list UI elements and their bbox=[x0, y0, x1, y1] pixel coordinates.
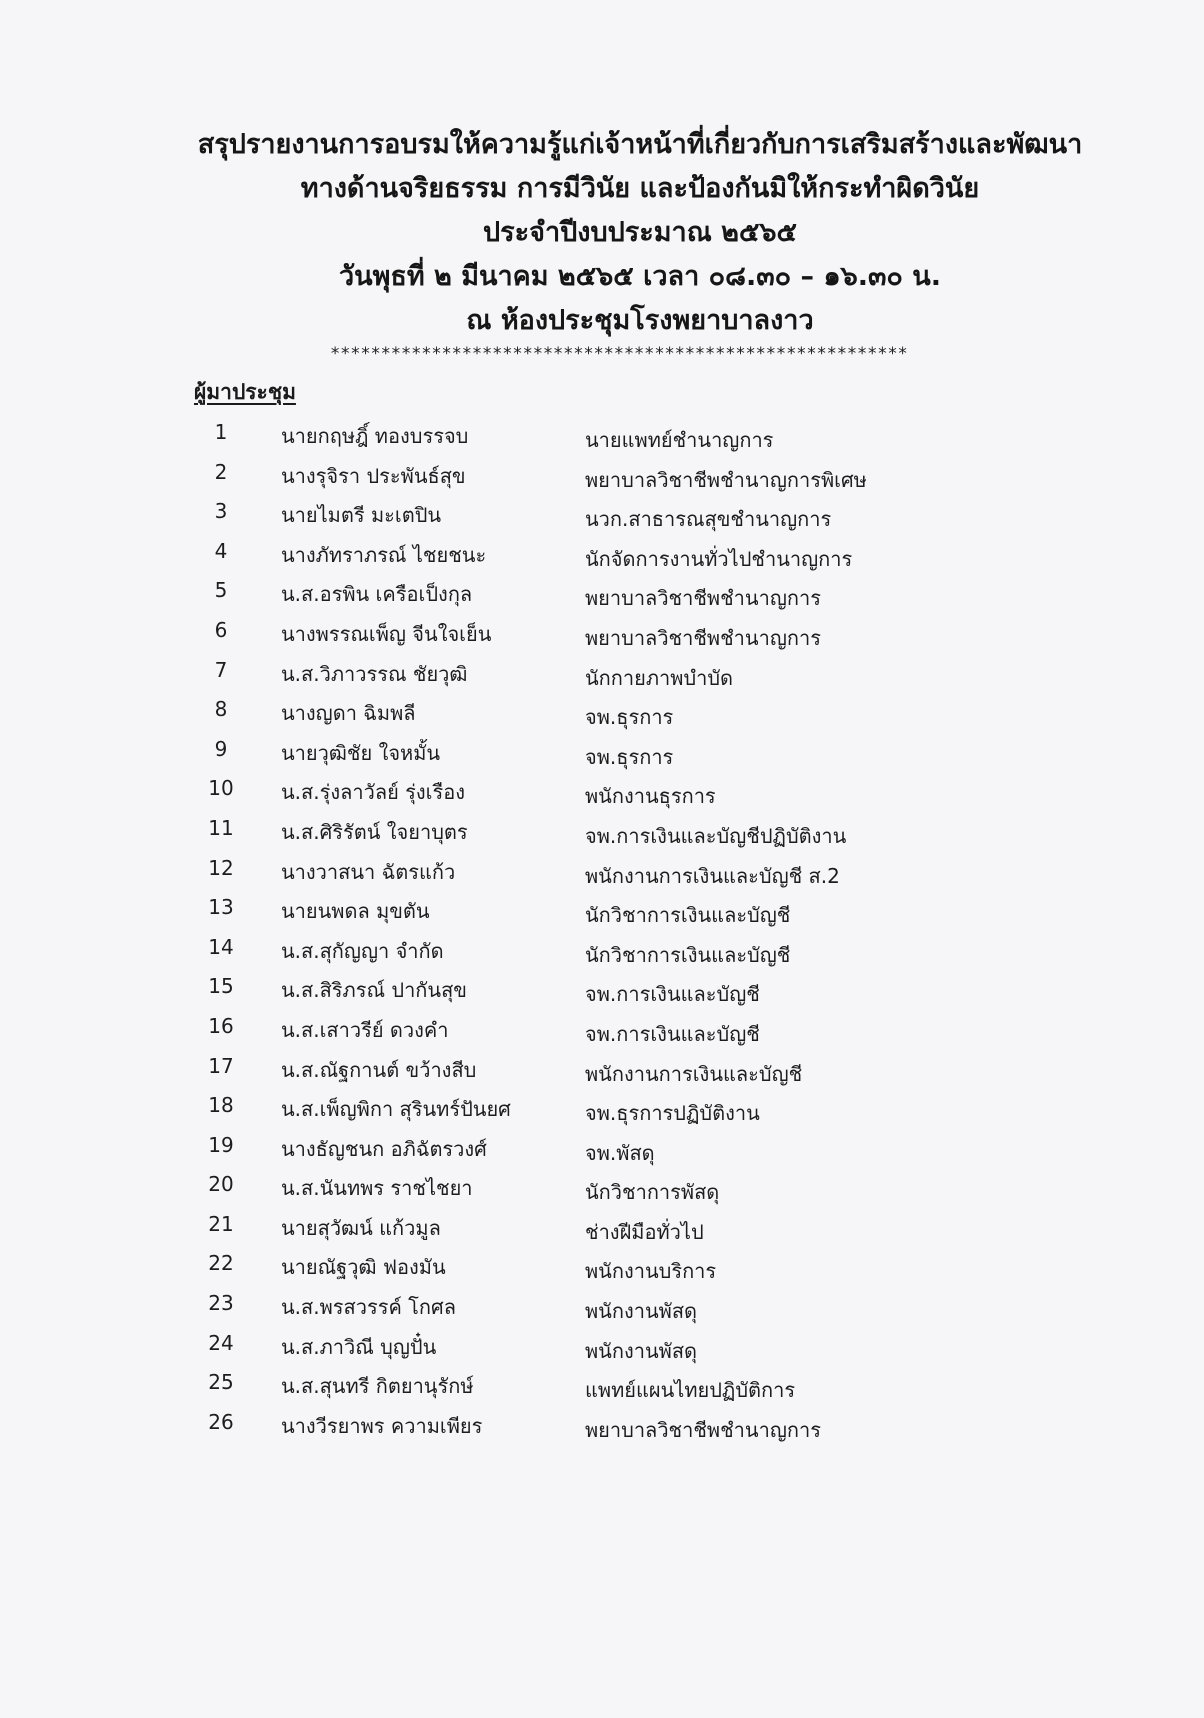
attendee-row bbox=[0, 1364, 1204, 1404]
attendee-name: นายนพดล มุขตัน bbox=[281, 899, 430, 924]
attendee-number: 1 bbox=[214, 420, 228, 444]
document-date-time: วันพุธที่ ๒ มีนาคม ๒๕๖๕ เวลา ๐๘.๓๐ – ๑๖.๓๐ น. bbox=[338, 261, 942, 292]
attendee-row bbox=[0, 968, 1204, 1008]
attendee-name: นางธัญชนก อภิฉัตรวงศ์ bbox=[281, 1136, 487, 1161]
attendee-row bbox=[0, 652, 1204, 692]
attendee-row bbox=[0, 414, 1204, 454]
attendee-row bbox=[0, 533, 1204, 573]
attendee-position: จพ.พัสดุ bbox=[585, 1140, 655, 1165]
attendee-number: 16 bbox=[208, 1013, 234, 1038]
attendee-number: 26 bbox=[208, 1409, 234, 1434]
attendee-position: นักวิชาการเงินและบัญชี bbox=[585, 903, 791, 928]
document-title-line-1: สรุปรายงานการอบรมให้ความรู้แก่เจ้าหน้าที่เกี่ยวกับการเสริมสร้างและพัฒนา bbox=[197, 129, 1083, 160]
attendee-name: น.ส.พรสวรรค์ โกศล bbox=[281, 1295, 456, 1320]
attendee-number: 17 bbox=[208, 1053, 234, 1078]
attendee-row bbox=[0, 572, 1204, 612]
attendee-number: 5 bbox=[214, 578, 228, 603]
attendee-row bbox=[0, 612, 1204, 652]
attendee-number: 3 bbox=[214, 499, 228, 524]
attendee-position: ช่างฝีมือทั่วไป bbox=[585, 1219, 704, 1244]
attendee-row bbox=[0, 1127, 1204, 1167]
attendee-name: น.ส.วิภาวรรณ ชัยวุฒิ bbox=[281, 661, 468, 686]
attendee-row bbox=[0, 889, 1204, 929]
attendee-row bbox=[0, 850, 1204, 890]
attendee-number: 20 bbox=[208, 1172, 234, 1197]
attendee-position: นักกายภาพบำบัด bbox=[585, 665, 734, 690]
attendee-name: นางรุจิรา ประพันธ์สุข bbox=[281, 463, 466, 488]
attendee-number: 6 bbox=[214, 617, 228, 642]
attendee-number: 9 bbox=[214, 736, 228, 761]
attendee-position: พนักงานธุรการ bbox=[585, 784, 716, 809]
attendee-name: นางพรรณเพ็ญ จีนใจเย็น bbox=[281, 621, 492, 646]
attendee-row bbox=[0, 929, 1204, 969]
attendee-position: พยาบาลวิชาชีพชำนาญการพิเศษ bbox=[585, 467, 867, 492]
attendee-row bbox=[0, 1325, 1204, 1365]
attendee-name: น.ส.สิริภรณ์ ปากันสุข bbox=[281, 978, 467, 1003]
attendee-name: นางวีรยาพร ความเพียร bbox=[281, 1413, 483, 1438]
attendee-row bbox=[0, 1166, 1204, 1206]
attendee-position: พนักงานการเงินและบัญชี ส.2 bbox=[585, 863, 840, 888]
attendee-position: จพ.ธุรการ bbox=[585, 705, 674, 730]
attendee-name: น.ส.นันทพร ราชไชยา bbox=[281, 1176, 473, 1201]
attendee-number: 25 bbox=[208, 1370, 234, 1395]
attendee-number: 19 bbox=[208, 1132, 234, 1157]
attendee-row bbox=[0, 770, 1204, 810]
attendee-row bbox=[0, 1285, 1204, 1325]
attendee-number: 21 bbox=[208, 1211, 234, 1236]
attendee-name: นายสุวัฒน์ แก้วมูล bbox=[281, 1215, 441, 1240]
attendee-name: นางภัทราภรณ์ ไชยชนะ bbox=[281, 542, 487, 567]
attendee-position: จพ.การเงินและบัญชี bbox=[585, 1021, 760, 1046]
attendee-name: นายไมตรี มะเตปิน bbox=[281, 503, 442, 528]
attendee-position: พนักงานบริการ bbox=[585, 1259, 717, 1284]
attendees-section-label: ผู้มาประชุม bbox=[194, 380, 296, 404]
attendee-position: พยาบาลวิชาชีพชำนาญการ bbox=[585, 1417, 821, 1442]
attendee-position: แพทย์แผนไทยปฏิบัติการ bbox=[585, 1378, 796, 1403]
attendee-number: 18 bbox=[208, 1093, 234, 1118]
attendee-row bbox=[0, 1404, 1204, 1444]
attendee-position: จพ.ธุรการ bbox=[585, 744, 674, 769]
attendee-number: 2 bbox=[214, 459, 228, 484]
attendee-position: พยาบาลวิชาชีพชำนาญการ bbox=[585, 586, 821, 611]
attendee-row bbox=[0, 1008, 1204, 1048]
asterisk-separator: ********************************************************* bbox=[330, 344, 908, 364]
attendee-name: น.ส.เพ็ญพิกา สุรินทร์ปันยศ bbox=[281, 1097, 511, 1122]
attendee-name: นายกฤษฎิ์ ทองบรรจบ bbox=[281, 424, 469, 448]
attendee-row bbox=[0, 810, 1204, 850]
attendee-number: 8 bbox=[214, 697, 228, 722]
attendee-number: 14 bbox=[208, 934, 234, 959]
attendee-number: 15 bbox=[208, 974, 234, 999]
attendee-position: พนักงานพัสดุ bbox=[585, 1338, 698, 1363]
attendee-position: จพ.การเงินและบัญชี bbox=[585, 982, 760, 1007]
attendee-number: 4 bbox=[214, 538, 228, 563]
attendee-row bbox=[0, 1087, 1204, 1127]
attendee-name: น.ส.รุ่งลาวัลย์ รุ่งเรือง bbox=[281, 780, 466, 805]
attendee-name: น.ส.อรพิน เครือเป็งกุล bbox=[281, 582, 473, 607]
document-venue: ณ ห้องประชุมโรงพยาบาลงาว bbox=[466, 305, 814, 336]
attendee-row bbox=[0, 731, 1204, 771]
attendee-position: นักวิชาการเงินและบัญชี bbox=[585, 942, 791, 967]
attendee-name: นางวาสนา ฉัตรแก้ว bbox=[281, 859, 456, 884]
attendee-number: 10 bbox=[208, 776, 234, 801]
attendee-position: จพ.การเงินและบัญชีปฏิบัติงาน bbox=[585, 823, 847, 848]
attendee-name: น.ส.ภาวิณี บุญปั๋น bbox=[281, 1334, 437, 1359]
attendee-position: นายแพทย์ชำนาญการ bbox=[585, 428, 774, 452]
attendee-position: นวก.สาธารณสุขชำนาญการ bbox=[585, 507, 832, 532]
document-title-line-2: ทางด้านจริยธรรม การมีวินัย และป้องกันมิให้กระทำผิดวินัย bbox=[300, 173, 980, 204]
attendee-number: 22 bbox=[208, 1251, 234, 1276]
attendee-number: 24 bbox=[208, 1330, 234, 1355]
attendee-name: น.ส.ศิริรัตน์ ใจยาบุตร bbox=[281, 819, 468, 844]
attendee-name: นายวุฒิชัย ใจหมั้น bbox=[281, 740, 441, 765]
attendee-row bbox=[0, 1206, 1204, 1246]
attendee-row bbox=[0, 1048, 1204, 1088]
attendee-row bbox=[0, 493, 1204, 533]
attendee-row bbox=[0, 691, 1204, 731]
document-fiscal-year: ประจำปีงบประมาณ ๒๕๖๕ bbox=[483, 217, 797, 248]
attendee-name: นายณัฐวุฒิ ฟองมัน bbox=[281, 1255, 446, 1280]
attendee-position: พยาบาลวิชาชีพชำนาญการ bbox=[585, 625, 821, 650]
attendee-position: นักวิชาการพัสดุ bbox=[585, 1180, 720, 1205]
attendee-number: 11 bbox=[208, 815, 234, 840]
attendee-position: พนักงานพัสดุ bbox=[585, 1299, 698, 1324]
attendee-row bbox=[0, 454, 1204, 494]
attendee-name: นางญดา ฉิมพลี bbox=[281, 701, 416, 726]
attendee-position: นักจัดการงานทั่วไปชำนาญการ bbox=[585, 546, 853, 571]
attendee-name: น.ส.ณัฐกานต์ ขว้างสีบ bbox=[281, 1057, 477, 1082]
attendee-row bbox=[0, 1245, 1204, 1285]
attendee-number: 13 bbox=[208, 895, 234, 920]
attendee-name: น.ส.เสาวรีย์ ดวงคำ bbox=[281, 1017, 449, 1042]
attendee-list bbox=[0, 414, 1204, 1443]
attendee-name: น.ส.สุกัญญา จำกัด bbox=[281, 938, 444, 963]
attendee-number: 23 bbox=[208, 1291, 234, 1316]
attendee-number: 7 bbox=[214, 657, 228, 682]
attendee-name: น.ส.สุนทรี กิตยานุรักษ์ bbox=[281, 1374, 474, 1399]
attendee-position: พนักงานการเงินและบัญชี bbox=[585, 1061, 803, 1086]
attendee-number: 12 bbox=[208, 855, 234, 880]
attendee-position: จพ.ธุรการปฏิบัติงาน bbox=[585, 1101, 760, 1126]
